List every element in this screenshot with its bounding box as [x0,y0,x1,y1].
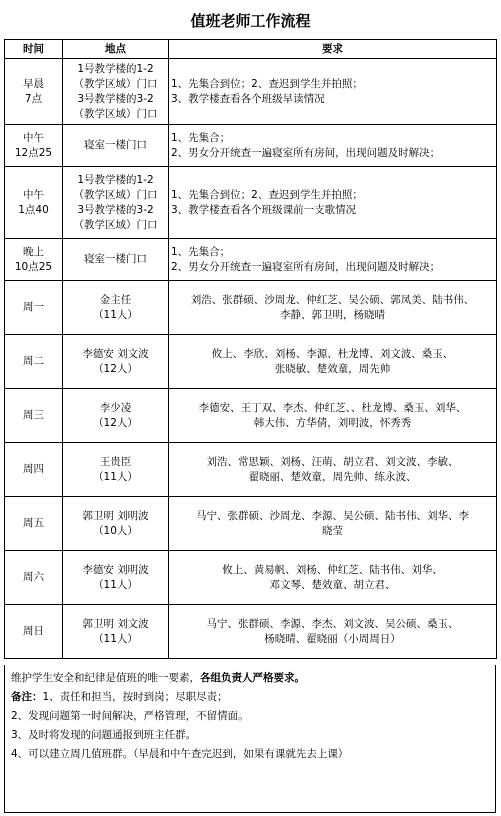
requirement-cell: 1、先集合； 2、男女分开统查一遍寝室所有房间，出现问题及时解决； [169,239,497,281]
day-cell: 周六 [5,551,63,605]
requirement-cell: 1、先集合到位；2、查迟到学生并拍照； 3、教学楼查看各个班级早读情况 [169,59,497,125]
note-line: 2、发现问题第一时间解决，严格管理，不留情面。 [11,710,249,722]
header-requirements: 要求 [169,40,497,59]
leader-cell: 郭卫明 刘明波 （10人） [63,497,169,551]
page-title: 值班老师工作流程 [190,12,311,30]
day-cell: 周四 [5,443,63,497]
duty-day-row [5,281,497,335]
note-emphasis: 各组负责人严格要求。 [200,672,305,684]
members-cell: 李德安、王丁双、李杰、仲红芝、、杜龙博、桑玉、刘华、 韩大伟、方华倩，刘明波，怀秀秀 [169,389,497,443]
leader-cell: 李少凌 （12人） [63,389,169,443]
members-cell: 攸上、黄易帆、刘杨、仲红芝、陆书伟、刘华、 邓文琴、楚效童、胡立君、 [169,551,497,605]
duty-day-row [5,443,497,497]
day-cell: 周二 [5,335,63,389]
header-time: 时间 [5,40,63,59]
day-cell: 周一 [5,281,63,335]
requirement-cell: 1、先集合到位；2、查迟到学生并拍照； 3、教学楼查看各个班级课前一支歌情况 [169,167,497,239]
day-cell: 周五 [5,497,63,551]
duty-day-row [5,497,497,551]
header-place: 地点 [63,40,169,59]
place-cell: 寝室一楼门口 [63,125,169,167]
notes-box [4,665,496,813]
place-cell: 寝室一楼门口 [63,239,169,281]
day-cell: 周日 [5,605,63,659]
duty-day-row [5,605,497,659]
leader-cell: 李德安 刘明波 （11人） [63,551,169,605]
members-cell: 刘浩、张群硕、沙周龙、仲红芝、吴公硕、郭凤美、陆书伟、 李静、郭卫明，杨晓晴 [169,281,497,335]
leader-cell: 金主任 （11人） [63,281,169,335]
table-row [5,59,497,125]
time-cell: 晚上 10点25 [5,239,63,281]
time-cell: 早晨 7点 [5,59,63,125]
leader-cell: 郭卫明 刘文波 （11人） [63,605,169,659]
table-row [5,125,497,167]
place-cell: 1号教学楼的1-2 （教学区域）门口 3号教学楼的3-2 （教学区域）门口 [63,59,169,125]
duty-table [4,39,497,659]
duty-day-row [5,389,497,443]
leader-cell: 王贵臣 （11人） [63,443,169,497]
leader-cell: 李德安 刘文波 （12人） [63,335,169,389]
requirement-cell: 1、先集合； 2、男女分开统查一遍寝室所有房间，出现问题及时解决； [169,125,497,167]
day-cell: 周三 [5,389,63,443]
time-cell: 中午 12点25 [5,125,63,167]
note-line: 维护学生安全和纪律是值班的唯一要素，各组负责人严格要求。 [11,672,305,684]
members-cell: 攸上、李欣、刘杨、李源、杜龙博、刘文波、桑玉、 张晓敏、楚效童，周先帅 [169,335,497,389]
duty-day-row [5,551,497,605]
table-header-row [5,40,497,59]
members-cell: 刘浩、常思颖、刘杨、汪萌、胡立君、刘文波、李敏、 翟晓丽、楚效童，周先帅、练永波、 [169,443,497,497]
note-line: 4、可以建立周几值班群。（早晨和中午查完迟到，如果有课就先去上课） [11,748,349,760]
members-cell: 马宁、张群硕、沙周龙、李源、吴公硕、陆书伟、刘华、李 晓莹 [169,497,497,551]
table-row [5,167,497,239]
duty-day-row [5,335,497,389]
note-line: 备注：1、责任和担当，按时到岗；尽职尽责； [11,691,228,703]
table-row [5,239,497,281]
note-line: 3、及时将发现的问题通报到班主任群。 [11,729,197,741]
time-cell: 中午 1点40 [5,167,63,239]
place-cell: 1号教学楼的1-2 （教学区域）门口 3号教学楼的3-2 （教学区域）门口 [63,167,169,239]
note-label: 备注： [11,691,43,703]
members-cell: 马宁、张群硕、李源、李杰、刘文波、吴公硕、桑玉、 杨晓晴、翟晓丽（小周周日） [169,605,497,659]
